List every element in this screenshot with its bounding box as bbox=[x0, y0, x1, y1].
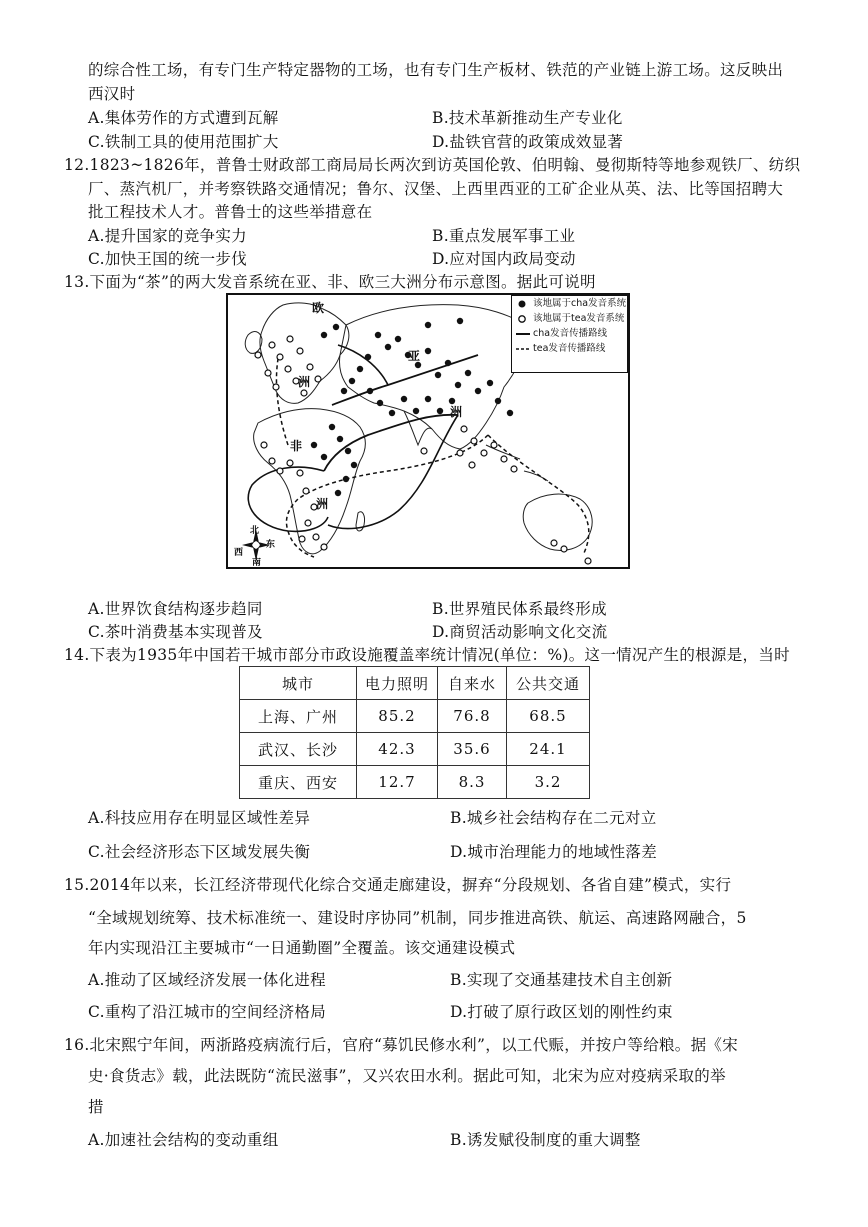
legend-tea-point: 该地属于tea发音系统 bbox=[512, 311, 627, 326]
table-cell: 35.6 bbox=[438, 733, 507, 766]
q12-stem-line3: 批工程技术人才。普鲁士的这些举措意在 bbox=[88, 203, 373, 221]
q11-option-d: D.盐铁官营的政策成效显著 bbox=[432, 133, 624, 151]
q15-option-a: A.推动了区域经济发展一体化进程 bbox=[88, 971, 326, 989]
q14-option-c: C.社会经济形态下区域发展失衡 bbox=[88, 843, 311, 861]
map-label-asia: 亚 bbox=[408, 349, 421, 363]
q16-option-a: A.加速社会结构的变动重组 bbox=[88, 1131, 279, 1149]
q11-stem-line1: 的综合性工场，有专门生产特定器物的工场，也有专门生产板材、铁范的产业链上游工场。这反映出 bbox=[88, 61, 784, 79]
q12-option-a: A.提升国家的竞争实力 bbox=[88, 227, 247, 245]
q16-stem-line2: 史·食货志》载，此法既防“流民滋事”，又兴农田水利。据此可知，北宋为应对疫病采取的举 bbox=[88, 1067, 726, 1085]
q14-stem-line1: 14.下表为1935年中国若干城市部分市政设施覆盖率统计情况(单位：%)。这一情况产生的根源是，当时 bbox=[64, 646, 790, 664]
table-cell: 24.1 bbox=[507, 733, 590, 766]
q14-option-a: A.科技应用存在明显区域性差异 bbox=[88, 809, 311, 827]
q12-option-d: D.应对国内政局变动 bbox=[432, 250, 576, 268]
q15-stem-line1: 15.2014年以来，长江经济带现代化综合交通走廊建设，摒弃“分段规划、各省自建”模式，实行 bbox=[64, 876, 732, 894]
compass-north: 北 bbox=[250, 526, 260, 536]
compass-west: 西 bbox=[234, 548, 244, 558]
map-label-asia-zhou: 洲 bbox=[450, 405, 463, 419]
table-cell: 12.7 bbox=[357, 766, 438, 799]
q14-option-b: B.城乡社会结构存在二元对立 bbox=[450, 809, 657, 827]
map-label-europe: 欧 bbox=[312, 301, 325, 315]
map-label-africa: 非 bbox=[290, 439, 303, 453]
tea-pronunciation-map bbox=[226, 293, 630, 569]
compass-south: 南 bbox=[252, 558, 262, 568]
table-cell: 76.8 bbox=[438, 700, 507, 733]
q15-option-d: D.打破了原行政区划的刚性约束 bbox=[450, 1003, 673, 1021]
coverage-table bbox=[239, 666, 590, 799]
legend-cha-route: cha发音传播路线 bbox=[512, 326, 627, 341]
legend-tea-route: tea发音传播路线 bbox=[512, 341, 627, 356]
q16-stem-line1: 16.北宋熙宁年间，两浙路疫病流行后，官府“募饥民修水利”，以工代赈，并按户等给粮。据《宋 bbox=[64, 1036, 739, 1054]
q13-option-c: C.茶叶消费基本实现普及 bbox=[88, 623, 263, 641]
table-cell: 8.3 bbox=[438, 766, 507, 799]
q11-option-b: B.技术革新推动生产专业化 bbox=[432, 109, 623, 127]
table-header-cell: 自来水 bbox=[438, 667, 507, 700]
table-header-row bbox=[240, 667, 590, 700]
compass-rose bbox=[234, 525, 278, 568]
table-row bbox=[240, 733, 590, 766]
map-legend bbox=[511, 295, 628, 373]
solid-line-icon bbox=[516, 329, 530, 339]
q16-option-b: B.诱发赋役制度的重大调整 bbox=[450, 1131, 641, 1149]
table-cell: 42.3 bbox=[357, 733, 438, 766]
q13-option-d: D.商贸活动影响文化交流 bbox=[432, 623, 608, 641]
legend-cha-point: 该地属于cha发音系统 bbox=[512, 296, 627, 311]
map-label-africa-zhou: 洲 bbox=[316, 497, 329, 511]
q11-stem-line2: 西汉时 bbox=[88, 85, 136, 103]
q15-stem-line2: “全域规划统筹、技术标准统一、建设时序协同”机制，同步推进高铁、航运、高速路网融合，5 bbox=[88, 909, 747, 927]
table-cell: 85.2 bbox=[357, 700, 438, 733]
q15-option-c: C.重构了沿江城市的空间经济格局 bbox=[88, 1003, 327, 1021]
table-header-cell: 公共交通 bbox=[507, 667, 590, 700]
q14-option-d: D.城市治理能力的地域性落差 bbox=[450, 843, 658, 861]
open-dot-icon bbox=[516, 314, 530, 324]
table-cell: 重庆、西安 bbox=[240, 766, 357, 799]
q13-option-b: B.世界殖民体系最终形成 bbox=[432, 600, 607, 618]
q15-option-b: B.实现了交通基建技术自主创新 bbox=[450, 971, 673, 989]
filled-dot-icon bbox=[516, 299, 530, 309]
q13-option-a: A.世界饮食结构逐步趋同 bbox=[88, 600, 263, 618]
q11-option-a: A.集体劳作的方式遭到瓦解 bbox=[88, 109, 279, 127]
compass-east: 东 bbox=[266, 540, 276, 550]
q16-stem-line3: 措 bbox=[88, 1098, 104, 1116]
table-row bbox=[240, 700, 590, 733]
q11-option-c: C.铁制工具的使用范围扩大 bbox=[88, 133, 279, 151]
q12-stem-line1: 12.1823~1826年，普鲁士财政部工商局局长两次到访英国伦敦、伯明翰、曼彻斯特等地参观铁厂、纺织 bbox=[64, 156, 801, 174]
dashed-line-icon bbox=[516, 344, 530, 354]
q12-stem-line2: 厂、蒸汽机厂，并考察铁路交通情况；鲁尔、汉堡、上西里西亚的工矿企业从英、法、比等国招聘大 bbox=[88, 180, 784, 198]
table-cell: 武汉、长沙 bbox=[240, 733, 357, 766]
table-header-cell: 城市 bbox=[240, 667, 357, 700]
table-cell: 68.5 bbox=[507, 700, 590, 733]
q13-stem-line1: 13.下面为“茶”的两大发音系统在亚、非、欧三大洲分布示意图。据此可说明 bbox=[64, 273, 596, 291]
table-cell: 3.2 bbox=[507, 766, 590, 799]
table-header-cell: 电力照明 bbox=[357, 667, 438, 700]
table-cell: 上海、广州 bbox=[240, 700, 357, 733]
q12-option-c: C.加快王国的统一步伐 bbox=[88, 250, 248, 268]
q15-stem-line3: 年内实现沿江主要城市“一日通勤圈”全覆盖。该交通建设模式 bbox=[88, 939, 516, 957]
q12-option-b: B.重点发展军事工业 bbox=[432, 227, 576, 245]
table-row bbox=[240, 766, 590, 799]
map-label-europe-zhou: 洲 bbox=[298, 375, 311, 389]
